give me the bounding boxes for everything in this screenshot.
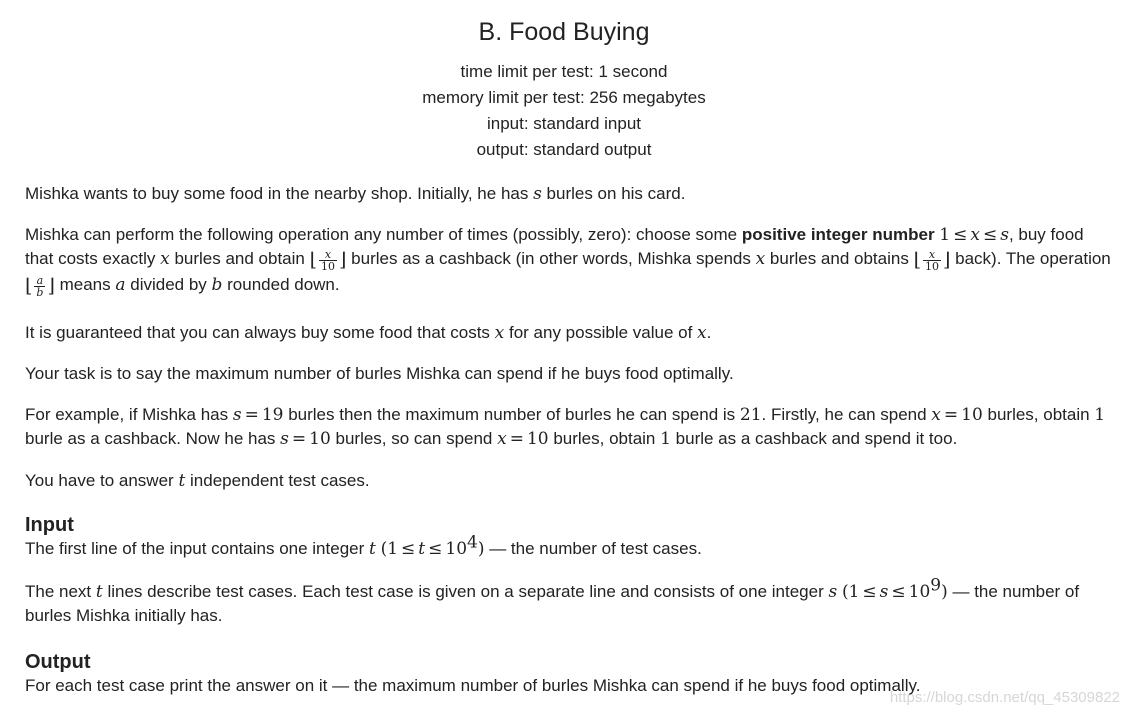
statement-paragraph-4: Your task is to say the maximum number of burles Mishka can spend if he buys food optimally. bbox=[25, 364, 734, 383]
problem-title: B. Food Buying bbox=[478, 18, 650, 46]
statement-paragraph-2: Mishka can perform the following operation any number of times (possibly, zero): choose some positive integer number 1 ≤ x ≤ s, buy food that costs exactly x burles and obtain ⌊ $\frac{x}{10}$ ⌋ burles as a cashback (in other words, Mishka spends x burles and obtains ⌊ $\frac{x}{10}$ ⌋ back). The operation ⌊ $\frac{a}{b}$ ⌋ means a divided by b rounded down. bbox=[25, 225, 1111, 299]
watermark-text: https://blog.csdn.net/qq_45309822 bbox=[889, 689, 1120, 706]
fraction-x-over-10: $\frac{x}{10}$ bbox=[925, 248, 939, 273]
input-spec: input: standard input bbox=[486, 114, 642, 133]
output-heading: Output bbox=[25, 651, 91, 673]
statement-paragraph-3: It is guaranteed that you can always buy some food that costs x for any possible value of x. bbox=[25, 323, 712, 343]
input-section: Input The first line of the input contains one integer t $(1 \le t \le 10^4)$ — the number of test cases. The next t lines describe test cases. Each test case is given on a separate line and consists of one integer s $(1 \le s \le 10^9)$ — the number of burles Mishka initially has. bbox=[25, 513, 1115, 628]
statement-paragraph-5: For example, if Mishka has s = 19 burles then the maximum number of burles he can spend is 21. Firstly, he can spend x = 10 burles, obtain 1 burle as a cashback. Now he has s = 10 burles, so can spend x = 10 burles, obtain 1 burle as a cashback and spend it too. bbox=[25, 405, 1106, 449]
output-text: For each test case print the answer on it — the maximum number of burles Mishka can spend if he buys food optimally. bbox=[25, 676, 921, 695]
statement-paragraph-6: You have to answer t independent test cases. bbox=[25, 471, 370, 491]
memory-limit: memory limit per test: 256 megabytes bbox=[422, 88, 706, 107]
input-heading: Input bbox=[25, 514, 74, 536]
output-spec: output: standard output bbox=[476, 140, 652, 159]
statement-paragraph-1: Mishka wants to buy some food in the nearby shop. Initially, he has s burles on his card. bbox=[25, 184, 686, 204]
time-limit: time limit per test: 1 second bbox=[460, 62, 668, 81]
fraction-x-over-10: $\frac{x}{10}$ bbox=[321, 248, 336, 273]
fraction-a-over-b: $\frac{a}{b}$ bbox=[36, 274, 44, 299]
